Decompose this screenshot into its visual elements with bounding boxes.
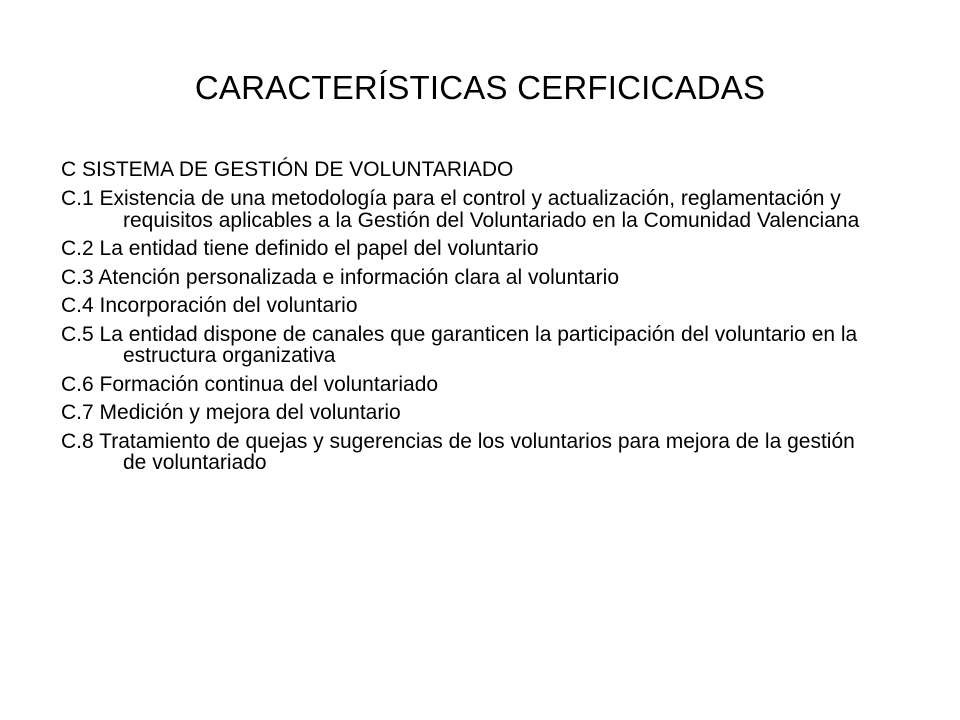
list-item (61, 402, 881, 424)
item-code: C.5 (61, 322, 94, 346)
item-code: C.8 (61, 429, 94, 453)
characteristics-list (61, 188, 881, 474)
item-text: Atención personalizada e información clara al voluntario (98, 265, 620, 289)
item-text: Existencia de una metodología para el control y actualización, reglamentación y requisitos aplicables a la Gestión del Voluntariado en la Comunidad Valenciana (99, 187, 860, 232)
item-text: La entidad tiene definido el papel del voluntario (99, 237, 539, 260)
list-item (61, 188, 881, 231)
section-heading: C SISTEMA DE GESTIÓN DE VOLUNTARIADO (61, 158, 514, 181)
item-text: Incorporación del voluntario (99, 294, 358, 317)
item-text: La entidad dispone de canales que garanticen la participación del voluntario en la estructura organizativa (99, 322, 858, 367)
list-item (61, 324, 881, 367)
item-code: C.6 (61, 372, 94, 396)
list-item (61, 238, 881, 260)
item-text: Medición y mejora del voluntario (99, 401, 401, 424)
list-item (61, 431, 881, 474)
item-code: C.3 (61, 265, 94, 289)
item-code: C.4 (61, 294, 94, 317)
item-code: C.2 (61, 237, 94, 260)
list-item (61, 374, 881, 396)
item-code: C.1 (61, 187, 94, 210)
item-code: C.7 (61, 401, 94, 424)
item-text: Tratamiento de quejas y sugerencias de los voluntarios para mejora de la gestión de voluntariado (99, 429, 855, 474)
slide-title: CARACTERÍSTICAS CERFICICADAS (194, 69, 766, 106)
item-text: Formación continua del voluntariado (99, 372, 439, 396)
list-item (61, 295, 881, 317)
list-item (61, 267, 881, 289)
slide-content (61, 157, 881, 481)
